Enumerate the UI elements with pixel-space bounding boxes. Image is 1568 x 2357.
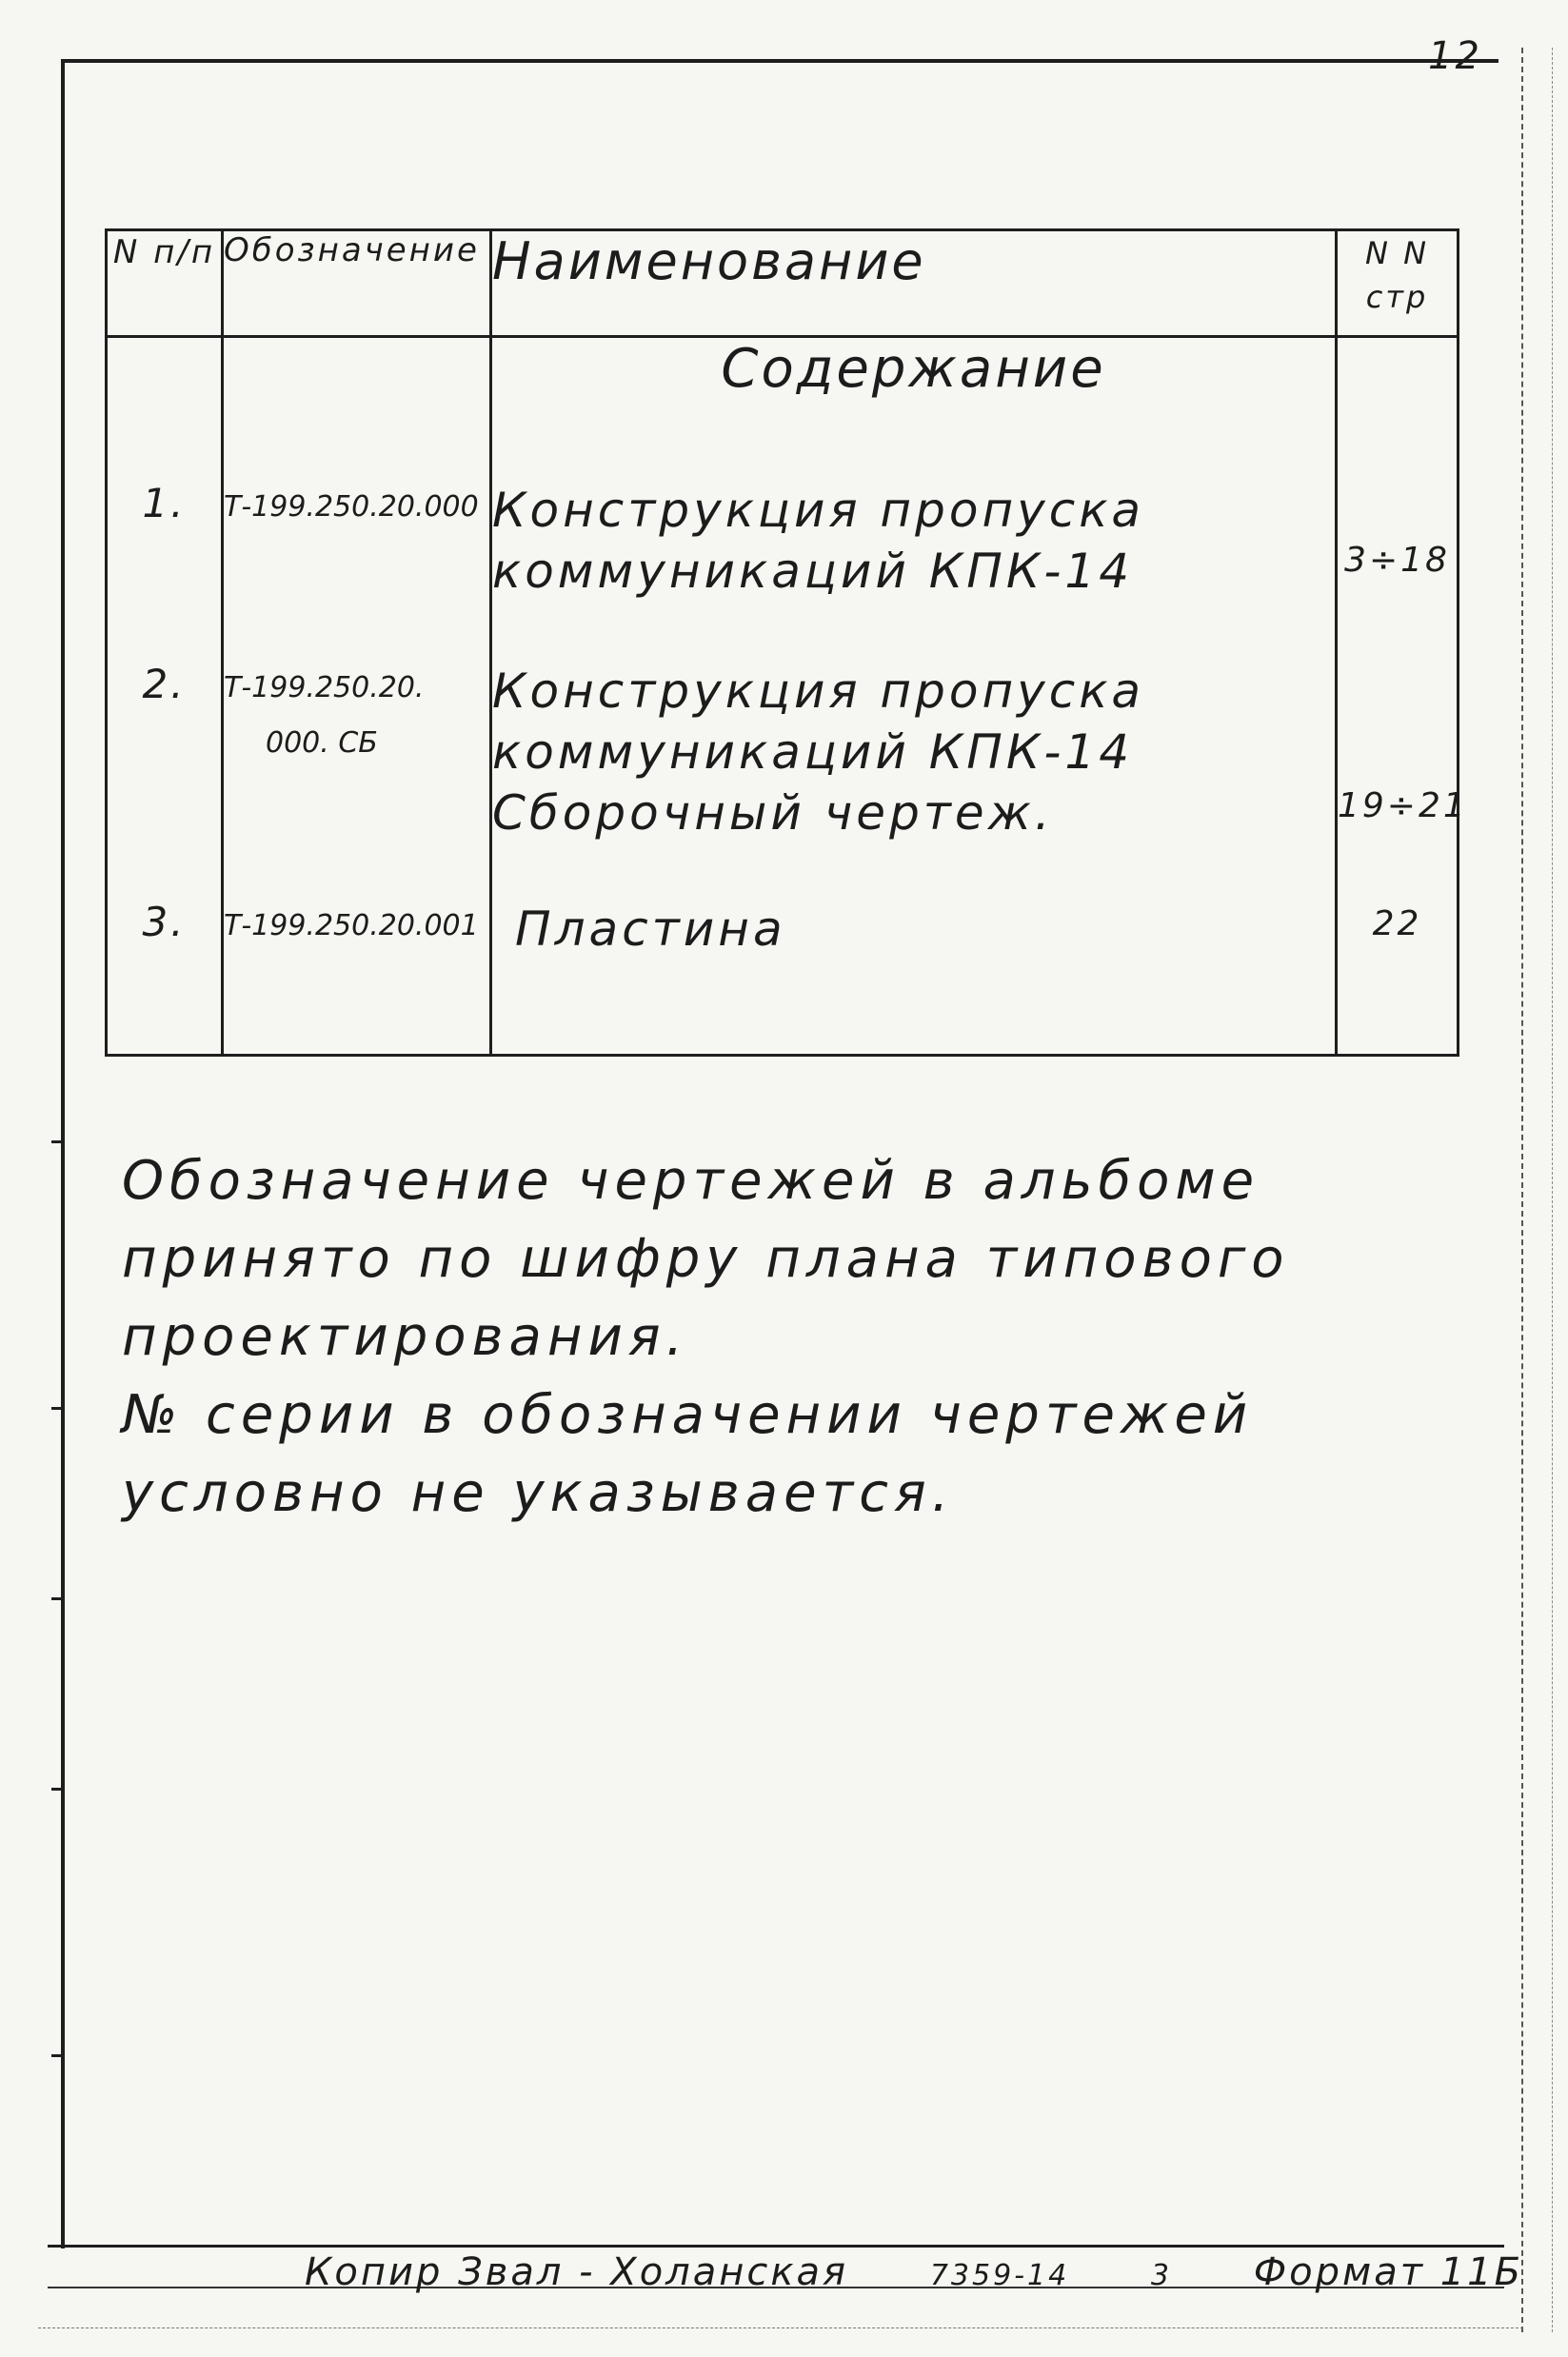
- footer-sheet: 3: [1150, 2259, 1173, 2292]
- footer-copied: Копир Звал - Холанская: [305, 2250, 849, 2294]
- frame-left-border: [61, 59, 65, 2248]
- margin-tick: [51, 1788, 65, 1791]
- row-designation: [223, 480, 491, 661]
- pages-value: 22: [1372, 903, 1422, 943]
- designation-line: Т-199.250.20.: [224, 670, 425, 704]
- section-row: [107, 337, 1459, 480]
- footer-order: 7359-14: [929, 2259, 1070, 2292]
- pages-value: 3÷18: [1344, 540, 1450, 580]
- name-line: Конструкция пропуска: [492, 482, 1145, 538]
- row-pages: [1337, 661, 1468, 899]
- designation-line: Т-199.250.20.000: [224, 489, 479, 524]
- page-number: 12: [1428, 34, 1482, 78]
- name-line: Сборочный чертеж.: [492, 784, 1054, 841]
- table-row: [107, 661, 1459, 899]
- row-name: [491, 899, 1337, 1056]
- header-number: N п/п: [107, 230, 223, 337]
- name-line: Пластина: [515, 901, 786, 957]
- frame-bottom-border: [48, 2245, 1504, 2248]
- section-title: Содержание: [491, 337, 1337, 480]
- footer-stamp: [305, 2250, 1568, 2294]
- margin-tick: [51, 2054, 65, 2057]
- row-name: [491, 661, 1337, 899]
- margin-tick: [51, 1407, 65, 1410]
- explanatory-note: [122, 1142, 1290, 1533]
- designation-line: 000. СБ: [266, 725, 378, 760]
- header-pages: N N стр: [1337, 230, 1459, 337]
- frame-right-cut-line: [1552, 48, 1553, 2332]
- row-designation: [223, 899, 491, 1056]
- row-name: [491, 480, 1337, 661]
- table-row: [107, 899, 1459, 1056]
- frame-right-border: [1521, 48, 1523, 2332]
- header-name: Наименование: [491, 230, 1337, 337]
- name-line: коммуникаций КПК-14: [492, 543, 1134, 599]
- row-number: 2.: [107, 661, 223, 899]
- contents-table: [105, 228, 1468, 1057]
- table-header-row: [107, 230, 1459, 337]
- name-line: коммуникаций КПК-14: [492, 723, 1134, 780]
- row-number: 1.: [107, 480, 223, 661]
- header-designation: Обозначение: [223, 230, 491, 337]
- margin-tick: [51, 1597, 65, 1600]
- row-pages: [1337, 899, 1459, 1056]
- note-line: Обозначение чертежей в альбоме: [122, 1150, 1260, 1212]
- footer-format: Формат 11Б: [1253, 2250, 1524, 2294]
- row-number: 3.: [107, 899, 223, 1056]
- designation-line: Т-199.250.20.001: [224, 908, 479, 942]
- note-line: принято по шифру плана типового: [122, 1228, 1290, 1290]
- name-line: Конструкция пропуска: [492, 663, 1145, 719]
- note-line: условно не указывается.: [122, 1462, 955, 1524]
- margin-tick: [51, 1140, 65, 1143]
- note-line: № серии в обозначении чертежей: [122, 1384, 1254, 1446]
- table-row: [107, 480, 1459, 661]
- row-designation: [223, 661, 491, 899]
- row-pages: [1337, 480, 1459, 661]
- note-line: проектирования.: [122, 1306, 689, 1368]
- frame-cut-line: [38, 2327, 1523, 2328]
- pages-value: 19÷21: [1338, 785, 1468, 825]
- frame-top-border: [61, 59, 1499, 63]
